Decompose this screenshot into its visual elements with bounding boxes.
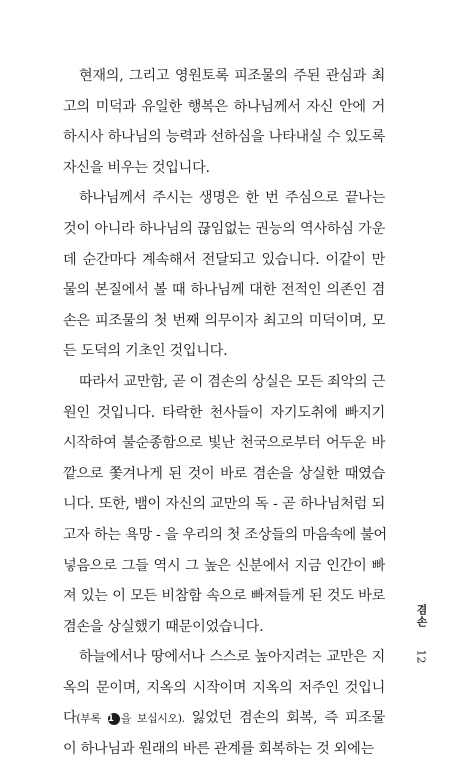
text-line: 니다. 또한, 뱀이 자신의 교만의 독 - 곧 하나님처럼 되 <box>63 496 385 513</box>
text-line: 이 하나님과 원래의 바른 관계를 회복하는 것 외에는 <box>63 741 374 758</box>
text-line: 데 순간마다 계속해서 전달되고 있습니다. 이같이 만 <box>63 251 385 268</box>
appendix-reference-close: 을 보십시오). <box>120 712 185 726</box>
paragraph-4 <box>63 642 385 764</box>
text-line: 하시사 하나님의 능력과 선하심을 나타내실 수 있도록 <box>63 129 385 146</box>
text-line: 물의 본질에서 볼 때 하나님께 대한 전적인 의존인 겸 <box>63 282 385 299</box>
ref-line-prefix: 다 <box>63 710 77 727</box>
side-running-header <box>411 604 431 663</box>
text-line: 자신을 비우는 것입니다. <box>63 159 210 176</box>
text-line: 하늘에서나 땅에서나 스스로 높아지려는 교만은 지 <box>79 649 385 666</box>
ref-line-suffix: 잃었던 겸손의 회복, 즉 피조물 <box>184 710 385 727</box>
text-line: 넣음으로 그들 역시 그 높은 신분에서 지금 인간이 빠 <box>63 557 385 574</box>
page-number: 12 <box>414 649 428 664</box>
text-line: 하나님께서 주시는 생명은 한 번 주심으로 끝나는 <box>79 190 385 207</box>
paragraph-1 <box>63 61 385 183</box>
text-line: 져 있는 이 모든 비참함 속으로 빠져들게 된 것도 바로 <box>63 588 385 605</box>
text-line: 것이 아니라 하나님의 끊임없는 권능의 역사하심 가운 <box>63 220 385 237</box>
text-line: 겸손을 상실했기 때문이었습니다. <box>63 618 264 635</box>
text-line: 시작하여 불순종함으로 빛난 천국으로부터 어두운 바 <box>63 435 385 452</box>
text-line: 현재의, 그리고 영원토록 피조물의 주된 관심과 최 <box>79 68 385 84</box>
text-line-with-reference <box>63 703 385 734</box>
text-line: 든 도덕의 기초인 것입니다. <box>63 343 228 360</box>
circled-number-one-icon: 1 <box>108 713 120 725</box>
text-line: 따라서 교만함, 곧 이 겸손의 상실은 모든 죄악의 근 <box>79 373 385 390</box>
appendix-reference-open: (부록 <box>76 712 107 726</box>
text-line: 손은 피조물의 첫 번째 의무이자 최고의 미덕이며, 모 <box>63 312 385 329</box>
paragraph-2 <box>63 183 385 367</box>
paragraph-3 <box>63 367 385 642</box>
text-line: 깥으로 쫓겨나게 된 것이 바로 겸손을 상실한 때였습 <box>63 465 385 482</box>
text-line: 옥의 문이며, 지옥의 시작이며 지옥의 저주인 것입니 <box>63 679 385 696</box>
text-line: 고자 하는 욕망 - 을 우리의 첫 조상들의 마음속에 불어 <box>63 526 387 543</box>
text-line: 원인 것입니다. 타락한 천사들이 자기도취에 빠지기 <box>63 404 385 421</box>
body-text <box>63 61 385 765</box>
chapter-title: 겸손 <box>415 604 428 628</box>
text-line: 고의 미덕과 유일한 행복은 하나님께서 자신 안에 거 <box>63 98 385 115</box>
